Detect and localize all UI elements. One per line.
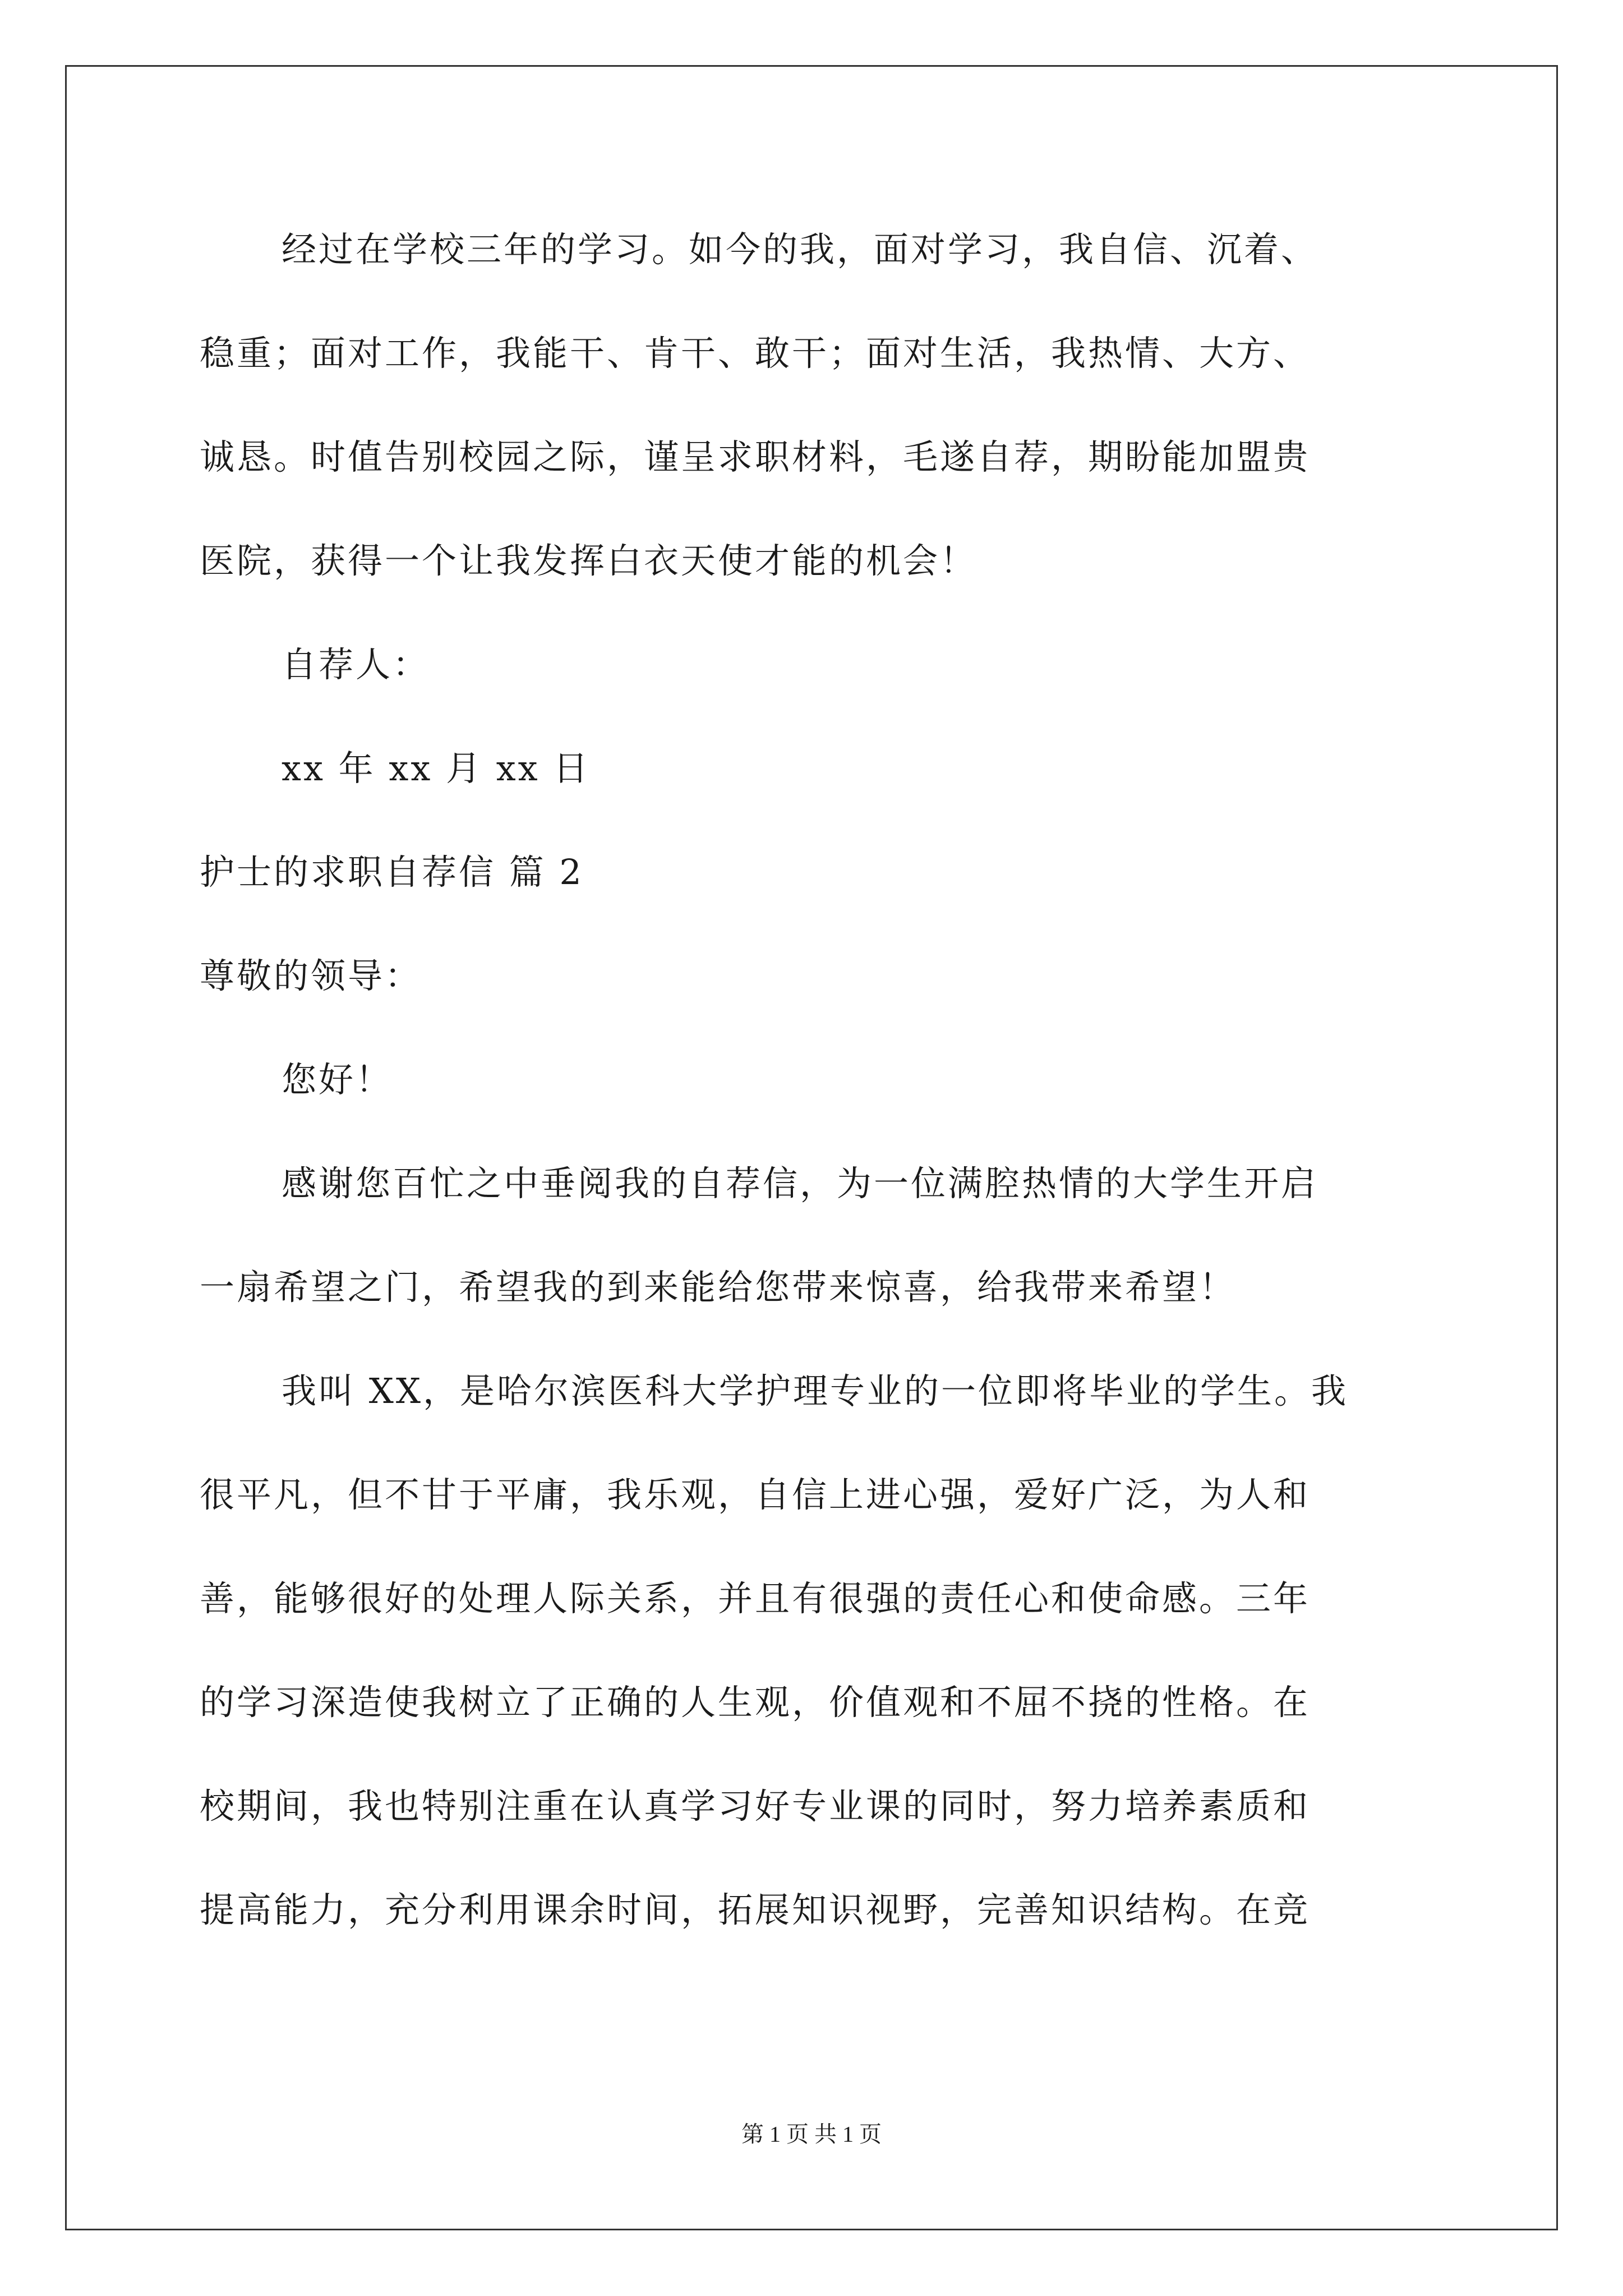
paragraph-line: 我叫 XX，是哈尔滨医科大学护理专业的一位即将毕业的学生。我 [282,1370,1348,1411]
paragraph-line: 诚恳。时值告别校园之际，谨呈求职材料，毛遂自荐，期盼能加盟贵 [200,436,1311,477]
paragraph-line: 很平凡，但不甘于平庸，我乐观，自信上进心强，爱好广泛，为人和 [200,1474,1311,1515]
paragraph-line: 经过在学校三年的学习。如今的我，面对学习，我自信、沉着、 [282,229,1318,270]
paragraph-line: 提高能力，充分利用课余时间，拓展知识视野，完善知识结构。在竞 [200,1889,1311,1930]
salutation: 尊敬的领导： [200,955,422,996]
paragraph-line: 医院，获得一个让我发挥白衣天使才能的机会！ [200,540,978,581]
section-title: 护士的求职自荐信 篇 2 [200,852,584,892]
page-footer: 第 1 页 共 1 页 [741,2122,882,2147]
paragraph-line: 稳重；面对工作，我能干、肯干、敢干；面对生活，我热情、大方、 [200,333,1311,374]
signature-label: 自荐人： [282,644,430,685]
paragraph-line: 感谢您百忙之中垂阅我的自荐信，为一位满腔热情的大学生开启 [282,1163,1318,1204]
paragraph-line: 的学习深造使我树立了正确的人生观，价值观和不屈不挠的性格。在 [200,1682,1311,1723]
paragraph-line: 校期间，我也特别注重在认真学习好专业课的同时，努力培养素质和 [200,1786,1311,1826]
signature-date: xx 年 xx 月 xx 日 [282,748,591,789]
paragraph-line: 善，能够很好的处理人际关系，并且有很强的责任心和使命感。三年 [200,1578,1311,1619]
greeting: 您好！ [282,1059,393,1100]
paragraph-line: 一扇希望之门，希望我的到来能给您带来惊喜，给我带来希望！ [200,1267,1237,1308]
